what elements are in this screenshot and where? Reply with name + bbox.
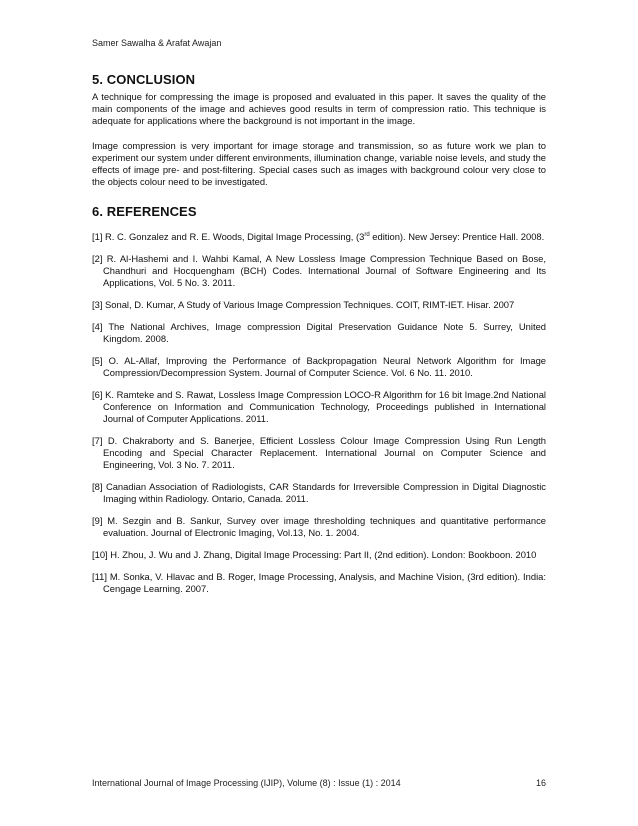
reference-text: [1] R. C. Gonzalez and R. E. Woods, Digital Image Processing, (3 (92, 231, 365, 242)
references-heading: 6. REFERENCES (92, 204, 197, 219)
running-header: Samer Sawalha & Arafat Awajan (92, 38, 222, 48)
page-number: 16 (535, 778, 546, 788)
conclusion-paragraph: Image compression is very important for image storage and transmission, so as future work we plan to experiment our system under different environments, illumination change, variable noise levels, and study the effects of image pre- and post-filtering. Special cases such as images with background colour very close to the objects colour need to be investigated. (92, 140, 546, 187)
reference-item: [9] M. Sezgin and B. Sankur, Survey over image thresholding techniques and quantitative performance evaluation. Journal of Electronic Imaging, Vol.13, No. 1. 2004. (92, 515, 546, 538)
reference-item: [3] Sonal, D. Kumar, A Study of Various Image Compression Techniques. COIT, RIMT-IET. Hisar. 2007 (92, 299, 515, 310)
reference-item: [6] K. Ramteke and S. Rawat, Lossless Image Compression LOCO-R Algorithm for 16 bit Image.2nd National Conference on Information and Communication Technology, Proceedings published in International Journal of Computer Applications. 2011. (92, 389, 546, 424)
journal-citation: International Journal of Image Processing (IJIP), Volume (8) : Issue (1) : 2014 (92, 778, 401, 788)
reference-item: [10] H. Zhou, J. Wu and J. Zhang, Digital Image Processing: Part II, (2nd edition). London: Bookboon. 2010 (92, 549, 537, 560)
running-footer (92, 778, 546, 788)
reference-text: edition). New Jersey: Prentice Hall. 2008. (369, 231, 545, 242)
reference-item (92, 231, 546, 243)
reference-item: [7] D. Chakraborty and S. Banerjee, Efficient Lossless Colour Image Compression Using Run Length Encoding and Special Character Replacement. International Journal on Computer Science and Engineering, Vol. 3 No. 7. 2011. (92, 435, 546, 470)
reference-item: [11] M. Sonka, V. Hlavac and B. Roger, Image Processing, Analysis, and Machine Vision, (3rd edition). India: Cengage Learning. 2007. (92, 571, 546, 594)
conclusion-paragraph: A technique for compressing the image is proposed and evaluated in this paper. It saves the quality of the main components of the image and achieves good results in term of compression ratio. This technique is adequate for applications where the background is not important in the image. (92, 91, 546, 126)
page-body (92, 72, 546, 605)
reference-item: [4] The National Archives, Image compression Digital Preservation Guidance Note 5. Surrey, United Kingdom. 2008. (92, 321, 546, 344)
reference-item: [8] Canadian Association of Radiologists, CAR Standards for Irreversible Compression in Digital Diagnostic Imaging within Radiology. Ontario, Canada. 2011. (92, 481, 546, 504)
reference-item: [2] R. Al-Hashemi and I. Wahbi Kamal, A New Lossless Image Compression Technique Based on Bose, Chandhuri and Hocquengham (BCH) Codes. International Journal of Software Engineering and Its Applications, Vol. 5 No. 3. 2011. (92, 253, 546, 288)
conclusion-heading: 5. CONCLUSION (92, 72, 196, 87)
superscript: rd (364, 231, 370, 238)
reference-item: [5] O. AL-Allaf, Improving the Performance of Backpropagation Neural Network Algorithm for Image Compression/Decompression System. Journal of Computer Science. Vol. 6 No. 11. 2010. (92, 355, 546, 378)
